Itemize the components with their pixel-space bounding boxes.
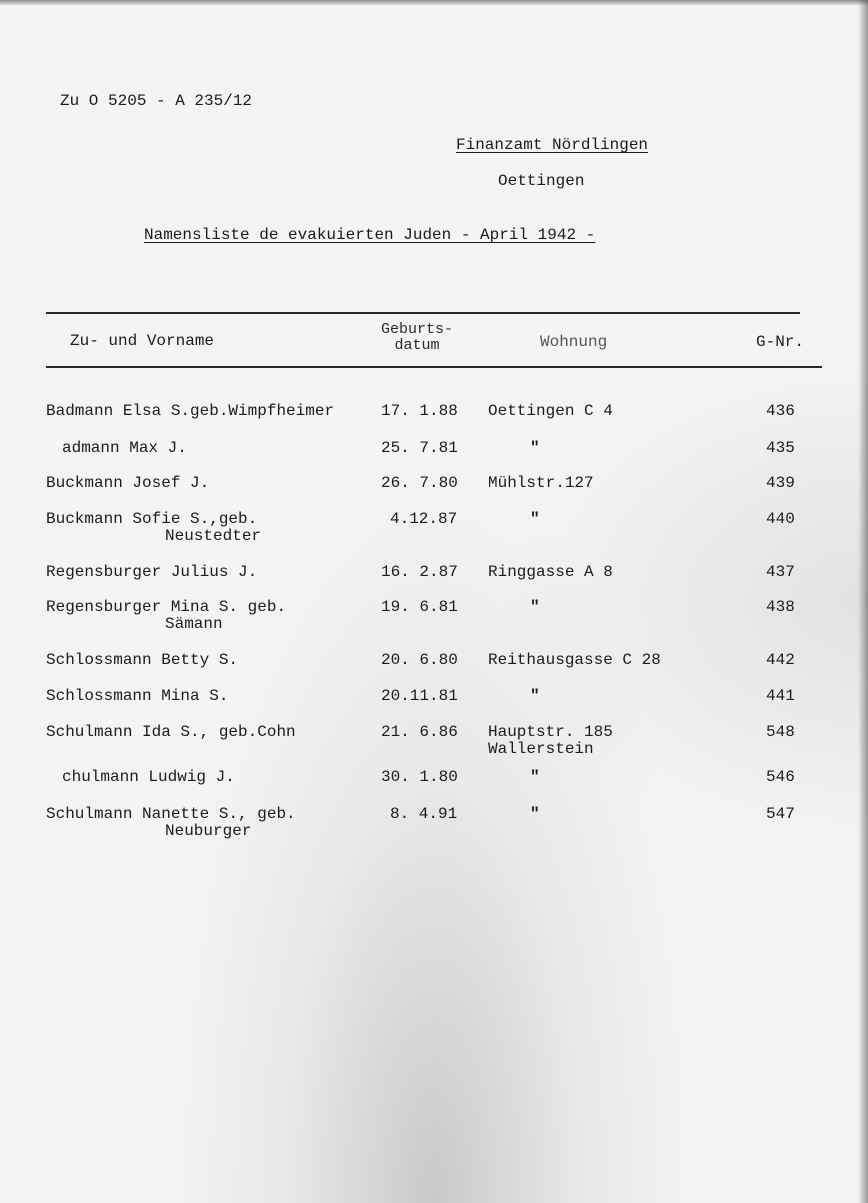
row-g-number: 441	[766, 687, 795, 705]
row-residence: Ringgasse A 8	[488, 563, 613, 581]
row-residence: Mühlstr.127	[488, 474, 594, 492]
scan-right-edge	[858, 0, 868, 1203]
row-birth-date: 21. 6.86	[381, 723, 458, 741]
row-birth-date: 4.12.87	[390, 510, 458, 528]
row-name: Schulmann Ida S., geb.Cohn	[46, 723, 296, 741]
row-g-number: 435	[766, 439, 795, 457]
header-residence: Wohnung	[540, 333, 608, 351]
row-g-number: 438	[766, 598, 795, 616]
row-g-number: 547	[766, 805, 795, 823]
row-residence-ditto: "	[530, 439, 540, 457]
row-g-number: 548	[766, 723, 795, 741]
header-birth-line1: Geburts-	[380, 321, 453, 338]
row-residence-ditto: "	[530, 687, 540, 705]
row-residence: Hauptstr. 185	[488, 723, 613, 741]
table-header-rule	[46, 366, 822, 368]
row-residence-ditto: "	[530, 510, 540, 528]
scan-top-edge	[0, 0, 868, 6]
reference-number: Zu O 5205 - A 235/12	[60, 92, 253, 110]
row-residence-continuation: Wallerstein	[488, 740, 594, 758]
row-g-number: 442	[766, 651, 795, 669]
row-name: Buckmann Josef J.	[46, 474, 210, 492]
row-birth-date: 30. 1.80	[381, 768, 458, 786]
row-g-number: 439	[766, 474, 795, 492]
row-residence-ditto: "	[530, 768, 540, 786]
row-name: chulmann Ludwig J.	[62, 768, 235, 786]
row-name-continuation: Sämann	[165, 615, 223, 633]
row-name: admann Max J.	[62, 439, 187, 457]
row-g-number: 436	[766, 402, 795, 420]
row-residence: Oettingen C 4	[488, 402, 613, 420]
row-name: Badmann Elsa S.geb.Wimpfheimer	[46, 402, 335, 420]
row-residence: Reithausgasse C 28	[488, 651, 661, 669]
row-name: Buckmann Sofie S.,geb.	[46, 510, 258, 528]
row-residence-ditto: "	[530, 805, 540, 823]
row-birth-date: 17. 1.88	[381, 402, 458, 420]
row-birth-date: 20. 6.80	[381, 651, 458, 669]
row-name-continuation: Neustedter	[165, 527, 262, 545]
office-location: Oettingen	[498, 172, 585, 190]
row-birth-date: 16. 2.87	[381, 563, 458, 581]
row-g-number: 437	[766, 563, 795, 581]
row-birth-date: 8. 4.91	[390, 805, 458, 823]
row-name: Schlossmann Betty S.	[46, 651, 239, 669]
row-name: Regensburger Mina S. geb.	[46, 598, 287, 616]
row-g-number: 440	[766, 510, 795, 528]
table-top-rule	[46, 312, 800, 314]
header-name: Zu- und Vorname	[70, 332, 215, 350]
row-name-continuation: Neuburger	[165, 822, 252, 840]
row-birth-date: 19. 6.81	[381, 598, 458, 616]
row-birth-date: 25. 7.81	[381, 439, 458, 457]
row-residence-ditto: "	[530, 598, 540, 616]
row-birth-date: 20.11.81	[381, 687, 458, 705]
header-birth-line2: datum	[394, 337, 440, 354]
row-name: Regensburger Julius J.	[46, 563, 258, 581]
row-name: Schulmann Nanette S., geb.	[46, 805, 296, 823]
row-g-number: 546	[766, 768, 795, 786]
row-birth-date: 26. 7.80	[381, 474, 458, 492]
row-name: Schlossmann Mina S.	[46, 687, 229, 705]
document-title: Namensliste de evakuierten Juden - April 1942 -	[144, 226, 596, 244]
header-number: G-Nr.	[756, 333, 805, 351]
office-name: Finanzamt Nördlingen	[456, 136, 649, 154]
header-birth-date	[362, 322, 472, 354]
